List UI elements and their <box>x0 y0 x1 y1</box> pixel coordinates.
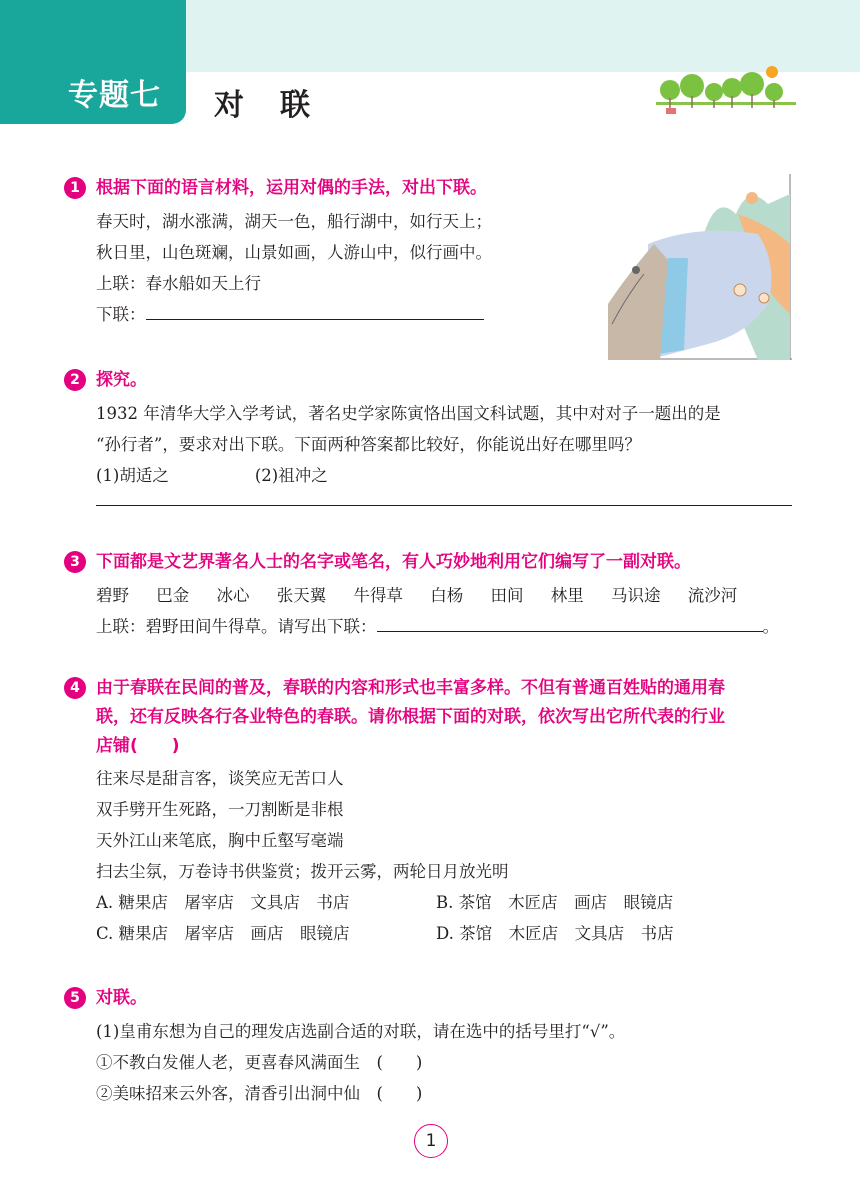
question-prompt: 根据下面的语言材料，运用对偶的手法，对出下联。 <box>96 178 487 198</box>
couplet-line: 双手劈开生死路，一刀割断是非根 <box>96 800 344 819</box>
lake-mountain-illustration <box>608 174 792 360</box>
question-number: 1 <box>64 177 86 199</box>
page-title: 对联 <box>214 88 346 123</box>
question-4 <box>64 674 725 949</box>
chapter-tab-label: 专题七 <box>68 78 161 113</box>
question-prompt: 联，还有反映各行各业特色的春联。请你根据下面的对联，依次写出它所代表的行业 <box>96 707 725 727</box>
tab-notch <box>172 0 186 72</box>
question-prompt: 由于春联在民间的普及，春联的内容和形式也丰富多样。不但有普通百姓贴的通用春 <box>96 678 725 698</box>
trees-illustration-icon <box>656 62 796 120</box>
sub-question: (1)皇甫东想为自己的理发店选副合适的对联，请在选中的括号里打“√”。 <box>96 1022 626 1041</box>
name-item: 冰心 <box>216 586 250 605</box>
answer-option: (2)祖冲之 <box>254 466 328 485</box>
name-item: 马识途 <box>611 586 661 605</box>
question-5 <box>64 984 625 1109</box>
choice-line[interactable]: ①不教白发催人老，更喜春风满面生 ( ) <box>96 1053 423 1072</box>
question-text-line: “孙行者”，要求对出下联。下面两种答案都比较好，你能说出好在哪里吗？ <box>96 435 641 454</box>
name-item: 林里 <box>550 586 584 605</box>
lower-couplet-label: 下联： <box>96 305 146 324</box>
name-item: 牛得草 <box>353 586 403 605</box>
question-2 <box>64 366 721 491</box>
upper-couplet: 上联：春水船如天上行 <box>96 274 261 293</box>
question-number: 3 <box>64 551 86 573</box>
option-b[interactable]: B. 茶馆 木匠店 画店 眼镜店 <box>436 893 674 912</box>
answer-blank[interactable] <box>146 301 484 320</box>
sentence-end: 。 <box>762 617 779 636</box>
couplet-line: 扫去尘氛，万卷诗书供鉴赏；拨开云雾，两轮日月放光明 <box>96 862 509 881</box>
question-3 <box>64 548 779 642</box>
material-line: 春天时，湖水涨满，湖天一色，船行湖中，如行天上； <box>96 212 492 231</box>
answer-option: (1)胡适之 <box>96 466 169 485</box>
option-c[interactable]: C. 糖果店 屠宰店 画店 眼镜店 <box>96 924 350 943</box>
upper-couplet: 上联：碧野田间牛得草。请写出下联： <box>96 617 377 636</box>
question-prompt: 下面都是文艺界著名人士的名字或笔名，有人巧妙地利用它们编写了一副对联。 <box>96 552 691 572</box>
option-d[interactable]: D. 茶馆 木匠店 文具店 书店 <box>436 924 674 943</box>
question-text-line: 1932 年清华大学入学考试，著名史学家陈寅恪出国文科试题，其中对对子一题出的是 <box>96 404 721 423</box>
question-prompt: 探究。 <box>96 370 147 390</box>
name-item: 白杨 <box>430 586 464 605</box>
page-number: 1 <box>414 1124 448 1158</box>
name-item: 碧野 <box>96 586 129 605</box>
question-number: 4 <box>64 677 86 699</box>
name-item: 张天翼 <box>276 586 327 605</box>
choice-line[interactable]: ②美味招来云外客，清香引出洞中仙 ( ) <box>96 1084 423 1103</box>
question-1 <box>64 174 492 330</box>
couplet-line: 往来尽是甜言客，谈笑应无苦口人 <box>96 769 344 788</box>
question-number: 2 <box>64 369 86 391</box>
question-prompt: 对联。 <box>96 988 147 1008</box>
name-item: 巴金 <box>156 586 190 605</box>
material-line: 秋日里，山色斑斓，山景如画，人游山中，似行画中。 <box>96 243 492 262</box>
couplet-line: 天外江山来笔底，胸中丘壑写毫端 <box>96 831 344 850</box>
option-a[interactable]: A. 糖果店 屠宰店 文具店 书店 <box>96 893 350 912</box>
question-prompt: 店铺( ) <box>96 736 180 756</box>
name-item: 田间 <box>490 586 524 605</box>
name-item: 流沙河 <box>687 586 738 605</box>
answer-line[interactable] <box>96 505 792 506</box>
question-number: 5 <box>64 987 86 1009</box>
answer-blank[interactable] <box>377 613 763 632</box>
